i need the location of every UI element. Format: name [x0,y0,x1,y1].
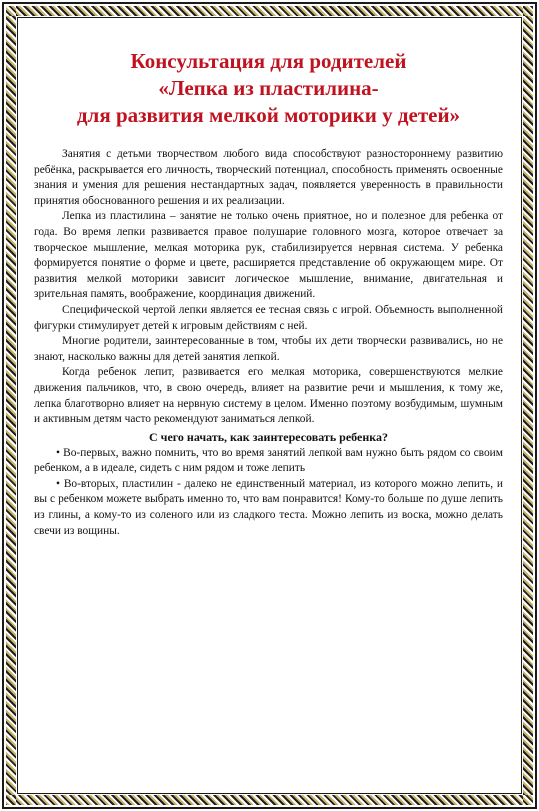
document-title [34,48,503,129]
title-line-1: Консультация для родителей [130,49,407,73]
paragraph-1: Занятия с детьми творчеством любого вида способствуют разностороннему развитию ребёнка, раскрывается его личность, творческий потенциал, способность применять освоенные знания и умения для решения нестандартных задач, появляется уверенность в правильности принятия обоснованного решения и их реализации. [34,148,503,207]
paragraph-3: Специфической чертой лепки является ее тесная связь с игрой. Объемность выполненной фигурки стимулирует детей к игровым действиям с ней. [34,303,503,332]
title-line-3: для развития мелкой моторики у детей» [76,103,461,127]
title-line-2: «Лепка из пластилина- [158,76,379,100]
paragraph-5: Когда ребенок лепит, развивается его мелкая моторика, совершенствуются мелкие движения пальчиков, что, в свою очередь, влияет на развитие речи и мышления, к тому же, лепка благотворно влияет на нервную систему в целом. Именно поэтому возбудимым, шумным и активным детям часто рекомендуют заниматься лепкой. [34,366,503,426]
bullet-item-1: • Во-первых, важно помнить, что во время занятий лепкой вам нужно быть рядом со своим ребенком, а в идеале, сидеть с ним рядом и тоже лепить [34,446,503,475]
document-body [34,48,503,539]
paragraph-4: Многие родители, заинтересованные в том, чтобы их дети творчески развивались, но не знают, насколько важны для детей занятия лепкой. [34,335,503,363]
section-heading: С чего начать, как заинтересовать ребенка? [149,429,388,444]
bullet-item-2: • Во-вторых, пластилин - далеко не единственный материал, из которого можно лепить, и вы с ребенком можете выбрать именно то, что вам понравится! Кому-то больше по душе лепить из глины, а кому-то из соленого или из сладкого теста. Можно лепить из воска, можно делать свечи из вощины. [34,477,503,537]
paragraph-2: Лепка из пластилина – занятие не только очень приятное, но и полезное для ребенка от года. Во время лепки развивается правое полушарие головного мозга, которое отвечает за творческое мышление, мелкая моторика рук, стабилизируется нервная система. У ребенка формируется понятие о форме и цвете, расширяется представление об окружающем мире. От развития мелкой моторики зависит логическое мышление, внимание, двигательная и зрительная память, воображение, координация движений. [34,210,503,301]
